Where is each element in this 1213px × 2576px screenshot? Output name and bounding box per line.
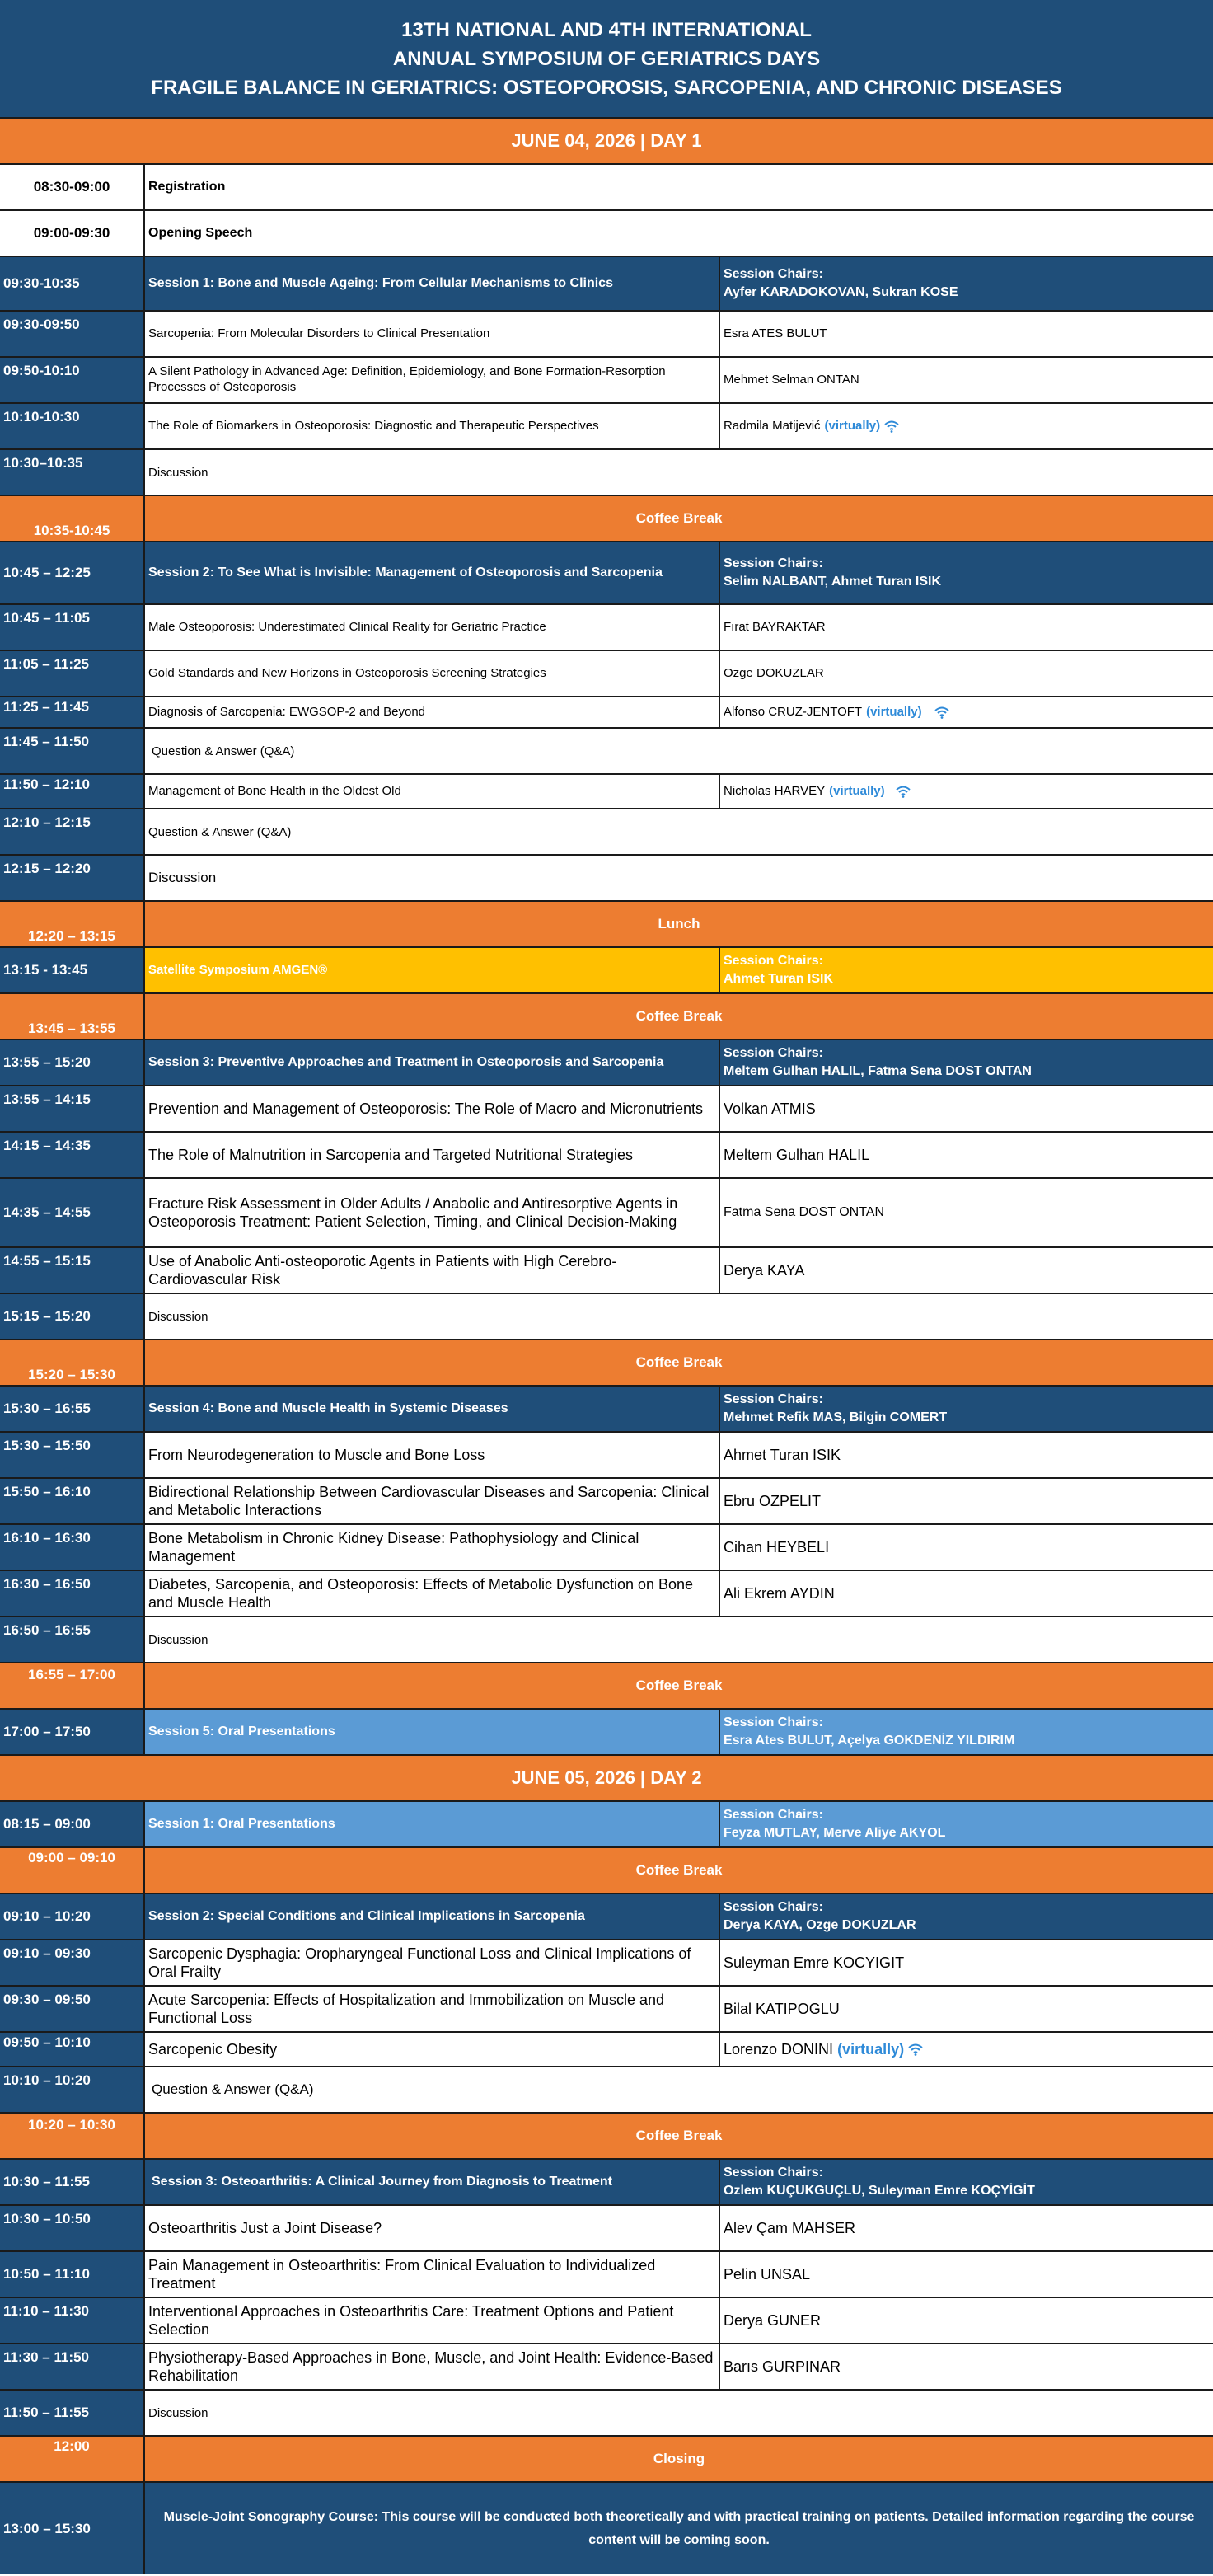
discussion-time: 16:50 – 16:55 bbox=[0, 1617, 145, 1662]
talk-title: A Silent Pathology in Advanced Age: Definition, Epidemiology, and Bone Formation-Resorption Processes of Osteoporosis bbox=[145, 358, 720, 402]
talk-title: Gold Standards and New Horizons in Osteoporosis Screening Strategies bbox=[145, 651, 720, 696]
session-chairs bbox=[720, 1710, 1213, 1754]
qa-label: Question & Answer (Q&A) bbox=[145, 809, 1213, 854]
talk-time: 10:30 – 10:50 bbox=[0, 2206, 145, 2250]
discussion-row bbox=[0, 1617, 1213, 1663]
session-header bbox=[0, 1894, 1213, 1940]
break-label: Coffee Break bbox=[635, 510, 723, 526]
closing-time: 12:00 bbox=[0, 2437, 145, 2481]
wifi-icon bbox=[907, 2043, 924, 2056]
talk-title: Prevention and Management of Osteoporosis: The Role of Macro and Micronutrients bbox=[145, 1086, 720, 1131]
session-chairs bbox=[720, 257, 1213, 310]
lunch-row bbox=[0, 902, 1213, 948]
session-chairs-label: Session Chairs: bbox=[724, 954, 823, 969]
oral-session-row bbox=[0, 1802, 1213, 1848]
session-header bbox=[0, 257, 1213, 312]
break-time: 16:55 – 17:00 bbox=[0, 1663, 145, 1708]
talk-time: 11:30 – 11:50 bbox=[0, 2344, 145, 2389]
discussion-time: 12:15 – 12:20 bbox=[0, 856, 145, 900]
talk-speaker: Fırat BAYRAKTAR bbox=[720, 605, 1213, 650]
session-chairs-label: Session Chairs: bbox=[724, 267, 823, 282]
program-header bbox=[0, 0, 1213, 119]
qa-label: Question & Answer (Q&A) bbox=[145, 729, 1213, 773]
talk-row bbox=[0, 2298, 1213, 2344]
talk-time: 10:45 – 11:05 bbox=[0, 605, 145, 650]
talk-time: 09:50-10:10 bbox=[0, 358, 145, 402]
header-line-1: 13TH NATIONAL AND 4TH INTERNATIONAL bbox=[401, 18, 812, 41]
session-chairs-label: Session Chairs: bbox=[724, 1900, 823, 1915]
coffee-break-row bbox=[0, 2114, 1213, 2160]
talk-speaker: Barıs GURPINAR bbox=[720, 2344, 1213, 2389]
talk-row bbox=[0, 1987, 1213, 2033]
session-chairs-label: Session Chairs: bbox=[724, 2165, 823, 2180]
session-title: Session 3: Osteoarthritis: A Clinical Journey from Diagnosis to Treatment bbox=[145, 2160, 720, 2204]
session-chairs-names: Esra Ates BULUT, Açelya GOKDENİZ YILDIRIM bbox=[724, 1734, 1015, 1748]
talk-speaker: Pelin UNSAL bbox=[720, 2252, 1213, 2297]
talk-row bbox=[0, 651, 1213, 697]
coffee-break-row bbox=[0, 1340, 1213, 1387]
discussion-label: Discussion bbox=[145, 1294, 1213, 1339]
session-time: 09:10 – 10:20 bbox=[0, 1894, 145, 1939]
talk-speaker: Ahmet Turan ISIK bbox=[720, 1433, 1213, 1477]
talk-speaker: Esra ATES BULUT bbox=[720, 312, 1213, 356]
talk-title: Osteoarthritis Just a Joint Disease? bbox=[145, 2206, 720, 2250]
talk-time: 11:05 – 11:25 bbox=[0, 651, 145, 696]
talk-time: 09:30 – 09:50 bbox=[0, 1987, 145, 2031]
qa-row bbox=[0, 729, 1213, 775]
break-label: Coffee Break bbox=[635, 1008, 723, 1024]
session-title: Session 5: Oral Presentations bbox=[145, 1710, 720, 1754]
talk-time: 10:10-10:30 bbox=[0, 404, 145, 448]
session-title: Session 2: Special Conditions and Clinical Implications in Sarcopenia bbox=[145, 1894, 720, 1939]
talk-title: Diabetes, Sarcopenia, and Osteoporosis: Effects of Metabolic Dysfunction on Bone and Muscle Health bbox=[145, 1571, 720, 1616]
session-time: 08:15 – 09:00 bbox=[0, 1802, 145, 1846]
lunch-time: 12:20 – 13:15 bbox=[0, 902, 145, 946]
talk-time: 13:55 – 14:15 bbox=[0, 1086, 145, 1131]
course-description: Muscle-Joint Sonography Course: This course will be conducted both theoretically and with practical training on patients. Detailed information regarding the course content will be coming soon. bbox=[163, 2510, 1195, 2547]
talk-time: 09:50 – 10:10 bbox=[0, 2033, 145, 2066]
virtual-label: (virtually) bbox=[837, 2040, 905, 2058]
talk-row bbox=[0, 2252, 1213, 2298]
virtual-label: (virtually) bbox=[829, 783, 885, 798]
session-chairs bbox=[720, 1040, 1213, 1085]
talk-title: Sarcopenic Dysphagia: Oropharyngeal Functional Loss and Clinical Implications of Oral Frailty bbox=[145, 1940, 720, 1985]
session-chairs-label: Session Chairs: bbox=[724, 1046, 823, 1061]
qa-time: 12:10 – 12:15 bbox=[0, 809, 145, 854]
wifi-icon bbox=[934, 706, 950, 719]
talk-speaker-cell bbox=[720, 2033, 1213, 2066]
coffee-break-row bbox=[0, 1663, 1213, 1710]
session-time: 17:00 – 17:50 bbox=[0, 1710, 145, 1754]
discussion-label: Discussion bbox=[145, 1617, 1213, 1662]
talk-time: 09:30-09:50 bbox=[0, 312, 145, 356]
discussion-time: 10:30–10:35 bbox=[0, 450, 145, 495]
talk-time: 11:25 – 11:45 bbox=[0, 697, 145, 727]
break-time: 09:00 – 09:10 bbox=[0, 1848, 145, 1893]
talk-speaker: Ozge DOKUZLAR bbox=[720, 651, 1213, 696]
oral-session-row bbox=[0, 1710, 1213, 1756]
break-time: 15:20 – 15:30 bbox=[0, 1340, 145, 1385]
talk-time: 11:10 – 11:30 bbox=[0, 2298, 145, 2343]
coffee-break-row bbox=[0, 496, 1213, 542]
talk-row bbox=[0, 2206, 1213, 2252]
session-chairs bbox=[720, 1894, 1213, 1939]
break-time: 10:35-10:45 bbox=[0, 496, 145, 541]
session-chairs-names: Selim NALBANT, Ahmet Turan ISIK bbox=[724, 575, 942, 589]
session-time: 13:55 – 15:20 bbox=[0, 1040, 145, 1085]
talk-row bbox=[0, 1248, 1213, 1294]
coffee-break-row bbox=[0, 994, 1213, 1040]
talk-row bbox=[0, 775, 1213, 809]
talk-row bbox=[0, 1940, 1213, 1987]
talk-title: Bone Metabolism in Chronic Kidney Disease: Pathophysiology and Clinical Management bbox=[145, 1525, 720, 1570]
talk-row bbox=[0, 697, 1213, 729]
qa-label: Question & Answer (Q&A) bbox=[145, 2067, 1213, 2112]
talk-row bbox=[0, 1433, 1213, 1479]
talk-title: Use of Anabolic Anti-osteoporotic Agents in Patients with High Cerebro-Cardiovascular Risk bbox=[145, 1248, 720, 1293]
day-1-title: JUNE 04, 2026 | DAY 1 bbox=[511, 130, 702, 151]
talk-speaker: Volkan ATMIS bbox=[720, 1086, 1213, 1131]
talk-speaker-cell bbox=[720, 404, 1213, 448]
talk-speaker: Derya KAYA bbox=[720, 1248, 1213, 1293]
session-chairs bbox=[720, 2160, 1213, 2204]
session-title: Session 1: Bone and Muscle Ageing: From Cellular Mechanisms to Clinics bbox=[145, 257, 720, 310]
discussion-time: 11:50 – 11:55 bbox=[0, 2391, 145, 2435]
session-chairs-names: Meltem Gulhan HALIL, Fatma Sena DOST ONTAN bbox=[724, 1064, 1032, 1078]
talk-time: 16:10 – 16:30 bbox=[0, 1525, 145, 1570]
opening-row bbox=[0, 211, 1213, 257]
opening-time: 09:00-09:30 bbox=[0, 211, 145, 256]
talk-speaker: Nicholas HARVEY bbox=[724, 783, 826, 798]
session-title: Session 4: Bone and Muscle Health in Systemic Diseases bbox=[145, 1387, 720, 1431]
talk-speaker: Radmila Matijević bbox=[724, 418, 821, 433]
discussion-row bbox=[0, 1294, 1213, 1340]
talk-time: 11:50 – 12:10 bbox=[0, 775, 145, 808]
talk-title: The Role of Malnutrition in Sarcopenia and Targeted Nutritional Strategies bbox=[145, 1133, 720, 1177]
break-label: Coffee Break bbox=[635, 1677, 723, 1693]
break-label: Coffee Break bbox=[635, 1862, 723, 1878]
session-header bbox=[0, 1040, 1213, 1086]
discussion-label: Discussion bbox=[145, 450, 1213, 495]
talk-title: Sarcopenic Obesity bbox=[145, 2033, 720, 2066]
talk-time: 14:35 – 14:55 bbox=[0, 1179, 145, 1246]
talk-row bbox=[0, 605, 1213, 651]
talk-row bbox=[0, 2344, 1213, 2391]
session-chairs bbox=[720, 1802, 1213, 1846]
break-label: Coffee Break bbox=[635, 1354, 723, 1370]
talk-title: Sarcopenia: From Molecular Disorders to Clinical Presentation bbox=[145, 312, 720, 356]
talk-time: 14:15 – 14:35 bbox=[0, 1133, 145, 1177]
session-chairs-names: Feyza MUTLAY, Merve Aliye AKYOL bbox=[724, 1826, 946, 1840]
session-chairs-label: Session Chairs: bbox=[724, 1392, 823, 1407]
registration-label: Registration bbox=[148, 180, 226, 194]
break-label: Coffee Break bbox=[635, 2128, 723, 2143]
session-title: Session 2: To See What is Invisible: Management of Osteoporosis and Sarcopenia bbox=[145, 542, 720, 603]
qa-time: 10:10 – 10:20 bbox=[0, 2067, 145, 2112]
day-1-banner bbox=[0, 119, 1213, 165]
talk-title: Fracture Risk Assessment in Older Adults / Anabolic and Antiresorptive Agents in Osteoporosis Treatment: Patient Selection, Timing, and Clinical Decision-Making bbox=[145, 1179, 720, 1246]
satellite-chairs bbox=[720, 948, 1213, 992]
talk-row bbox=[0, 312, 1213, 358]
session-chairs-names: Mehmet Refik MAS, Bilgin COMERT bbox=[724, 1410, 948, 1424]
session-time: 10:30 – 11:55 bbox=[0, 2160, 145, 2204]
session-title: Session 3: Preventive Approaches and Treatment in Osteoporosis and Sarcopenia bbox=[145, 1040, 720, 1085]
break-time: 13:45 – 13:55 bbox=[0, 994, 145, 1039]
satellite-time: 13:15 - 13:45 bbox=[0, 948, 145, 992]
qa-time: 11:45 – 11:50 bbox=[0, 729, 145, 773]
talk-speaker: Cihan HEYBELI bbox=[720, 1525, 1213, 1570]
session-time: 09:30-10:35 bbox=[0, 257, 145, 310]
talk-speaker: Bilal KATIPOGLU bbox=[720, 1987, 1213, 2031]
talk-speaker-cell bbox=[720, 775, 1213, 808]
session-chairs-label: Session Chairs: bbox=[724, 1808, 823, 1823]
wifi-icon bbox=[895, 785, 911, 798]
talk-title: Physiotherapy-Based Approaches in Bone, Muscle, and Joint Health: Evidence-Based Rehabilitation bbox=[145, 2344, 720, 2389]
satellite-title: Satellite Symposium AMGEN® bbox=[145, 948, 720, 992]
lunch-label: Lunch bbox=[658, 916, 700, 931]
talk-time: 15:50 – 16:10 bbox=[0, 1479, 145, 1523]
virtual-label: (virtually) bbox=[824, 418, 881, 433]
talk-title: Bidirectional Relationship Between Cardiovascular Diseases and Sarcopenia: Clinical and Metabolic Interactions bbox=[145, 1479, 720, 1523]
talk-speaker: Fatma Sena DOST ONTAN bbox=[720, 1179, 1213, 1246]
break-time: 10:20 – 10:30 bbox=[0, 2114, 145, 2158]
discussion-label: Discussion bbox=[145, 856, 1213, 900]
talk-speaker: Ebru OZPELIT bbox=[720, 1479, 1213, 1523]
talk-row bbox=[0, 1525, 1213, 1571]
session-header bbox=[0, 542, 1213, 605]
talk-title: Acute Sarcopenia: Effects of Hospitalization and Immobilization on Muscle and Functional Loss bbox=[145, 1987, 720, 2031]
session-chairs-names: Derya KAYA, Ozge DOKUZLAR bbox=[724, 1918, 916, 1932]
wifi-icon bbox=[883, 420, 900, 433]
registration-time: 08:30-09:00 bbox=[0, 165, 145, 209]
talk-speaker: Alfonso CRUZ-JENTOFT bbox=[724, 704, 863, 719]
talk-row bbox=[0, 2033, 1213, 2067]
course-row bbox=[0, 2483, 1213, 2574]
session-chairs-label: Session Chairs: bbox=[724, 556, 823, 571]
session-time: 10:45 – 12:25 bbox=[0, 542, 145, 603]
discussion-label: Discussion bbox=[145, 2391, 1213, 2435]
talk-title: Interventional Approaches in Osteoarthritis Care: Treatment Options and Patient Selection bbox=[145, 2298, 720, 2343]
talk-speaker: Lorenzo DONINI bbox=[724, 2040, 834, 2058]
talk-row bbox=[0, 1133, 1213, 1179]
registration-row bbox=[0, 165, 1213, 211]
talk-time: 15:30 – 15:50 bbox=[0, 1433, 145, 1477]
talk-title: Management of Bone Health in the Oldest Old bbox=[145, 775, 720, 808]
session-chairs-names: Ahmet Turan ISIK bbox=[724, 972, 834, 986]
talk-title: Diagnosis of Sarcopenia: EWGSOP-2 and Beyond bbox=[145, 697, 720, 727]
talk-speaker: Derya GUNER bbox=[720, 2298, 1213, 2343]
virtual-label: (virtually) bbox=[866, 704, 922, 719]
talk-title: The Role of Biomarkers in Osteoporosis: Diagnostic and Therapeutic Perspectives bbox=[145, 404, 720, 448]
talk-time: 10:50 – 11:10 bbox=[0, 2252, 145, 2297]
session-chairs-label: Session Chairs: bbox=[724, 1715, 823, 1730]
talk-title: From Neurodegeneration to Muscle and Bone Loss bbox=[145, 1433, 720, 1477]
qa-row bbox=[0, 2067, 1213, 2114]
talk-row bbox=[0, 1086, 1213, 1133]
talk-title: Pain Management in Osteoarthritis: From Clinical Evaluation to Individualized Treatment bbox=[145, 2252, 720, 2297]
talk-time: 16:30 – 16:50 bbox=[0, 1571, 145, 1616]
header-line-3: FRAGILE BALANCE IN GERIATRICS: OSTEOPOROSIS, SARCOPENIA, AND CHRONIC DISEASES bbox=[151, 76, 1062, 99]
talk-row bbox=[0, 404, 1213, 450]
talk-time: 09:10 – 09:30 bbox=[0, 1940, 145, 1985]
talk-speaker: Mehmet Selman ONTAN bbox=[720, 358, 1213, 402]
talk-speaker: Ali Ekrem AYDIN bbox=[720, 1571, 1213, 1616]
talk-row bbox=[0, 358, 1213, 404]
session-chairs bbox=[720, 1387, 1213, 1431]
talk-row bbox=[0, 1179, 1213, 1248]
session-chairs bbox=[720, 542, 1213, 603]
talk-speaker: Alev Çam MAHSER bbox=[720, 2206, 1213, 2250]
closing-label: Closing bbox=[653, 2451, 705, 2466]
opening-label: Opening Speech bbox=[148, 226, 253, 240]
discussion-row bbox=[0, 450, 1213, 496]
session-time: 15:30 – 16:55 bbox=[0, 1387, 145, 1431]
qa-row bbox=[0, 809, 1213, 856]
talk-row bbox=[0, 1571, 1213, 1617]
course-time: 13:00 – 15:30 bbox=[0, 2483, 145, 2574]
discussion-row bbox=[0, 2391, 1213, 2437]
session-title: Session 1: Oral Presentations bbox=[145, 1802, 720, 1846]
session-chairs-names: Ayfer KARADOKOVAN, Sukran KOSE bbox=[724, 285, 958, 299]
talk-speaker: Meltem Gulhan HALIL bbox=[720, 1133, 1213, 1177]
talk-speaker-cell bbox=[720, 697, 1213, 727]
talk-speaker: Suleyman Emre KOCYIGIT bbox=[720, 1940, 1213, 1985]
talk-time: 14:55 – 15:15 bbox=[0, 1248, 145, 1293]
day-2-title: JUNE 05, 2026 | DAY 2 bbox=[511, 1767, 702, 1788]
session-chairs-names: Ozlem KUÇUKGUÇLU, Suleyman Emre KOÇYİGİT bbox=[724, 2184, 1035, 2198]
discussion-time: 15:15 – 15:20 bbox=[0, 1294, 145, 1339]
day-2-banner bbox=[0, 1756, 1213, 1802]
talk-title: Male Osteoporosis: Underestimated Clinical Reality for Geriatric Practice bbox=[145, 605, 720, 650]
satellite-symposium-row bbox=[0, 948, 1213, 994]
closing-row bbox=[0, 2437, 1213, 2483]
header-line-2: ANNUAL SYMPOSIUM OF GERIATRICS DAYS bbox=[392, 47, 821, 70]
session-header bbox=[0, 1387, 1213, 1433]
coffee-break-row bbox=[0, 1848, 1213, 1894]
talk-row bbox=[0, 1479, 1213, 1525]
discussion-row bbox=[0, 856, 1213, 902]
session-header bbox=[0, 2160, 1213, 2206]
